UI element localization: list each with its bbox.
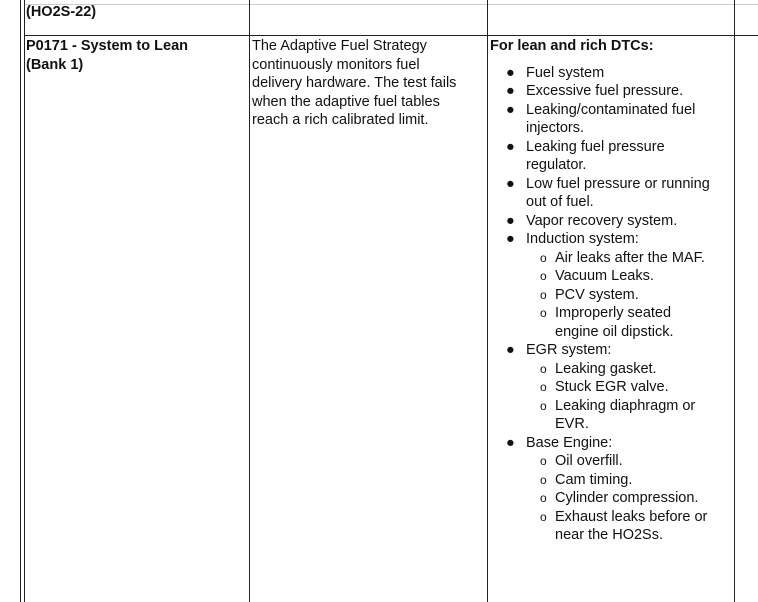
list-item-text: Leaking/contaminated fuel [526,101,696,118]
description-line: when the adaptive fuel tables [252,93,440,110]
table-outer-border [20,0,21,602]
cause-sub-item [490,508,734,545]
causes-list [490,64,734,545]
bullet-icon: ● [506,212,515,229]
cause-sub-item [490,267,734,286]
dtc-bank: (Bank 1) [26,56,84,73]
cause-sub-item [490,489,734,508]
description-line: The Adaptive Fuel Strategy [252,38,427,54]
cause-item [490,230,734,249]
list-item-text: engine oil dipstick. [555,323,674,340]
list-item-text: PCV system. [555,286,639,303]
bullet-icon: ● [506,231,515,247]
cause-sub-item [490,471,734,490]
list-item-text: Cylinder compression. [555,490,699,506]
description-line: reach a rich calibrated limit. [252,112,429,128]
cause-sub-item [490,286,734,305]
dtc-code: P0171 - System to Lean [26,38,188,54]
sub-bullet-icon: o [540,250,547,265]
bullet-icon: ● [506,64,515,81]
description-cell [252,37,456,130]
sub-bullet-icon: o [540,472,547,487]
sub-bullet-icon: o [540,287,547,302]
cause-sub-item [490,360,734,379]
bullet-icon: ● [506,434,515,451]
sub-bullet-icon: o [540,509,547,524]
list-item-text: Stuck EGR valve. [555,379,669,395]
list-item-text: out of fuel. [526,194,594,210]
bullet-icon: ● [506,138,515,155]
list-item-text: near the HO2Ss. [555,527,663,543]
list-item-text: Improperly seated [555,305,672,321]
bullet-icon: ● [506,175,515,192]
sub-bullet-icon: o [540,398,547,413]
prev-row-cell: (HO2S-22) [26,4,97,20]
sub-bullet-icon: o [540,454,547,468]
description-line: continuously monitors fuel [252,56,420,73]
cause-item [490,341,734,360]
column-divider [487,0,488,602]
list-item-text: Leaking gasket. [555,360,657,377]
description-line: delivery hardware. The test fails [252,75,457,91]
causes-cell [490,37,734,545]
list-item-text: Leaking fuel pressure [526,138,665,155]
list-item-text: EVR. [555,416,589,432]
bullet-icon: ● [506,83,515,99]
sub-bullet-icon: o [540,491,547,505]
dtc-code-cell [26,37,188,74]
list-item-text: Cam timing. [555,471,633,488]
list-item-text: Leaking diaphragm or [555,397,696,414]
cause-sub-item [490,378,734,397]
list-item-text: injectors. [526,120,585,136]
cause-item [490,64,734,83]
list-item-text: Low fuel pressure or running [526,175,710,192]
list-item-text: EGR system: [526,342,612,358]
cause-sub-item [490,249,734,268]
sub-bullet-icon: o [540,269,547,283]
list-item-text: Oil overfill. [555,453,623,469]
list-item-text: Excessive fuel pressure. [526,83,684,99]
list-item-text: Vacuum Leaks. [555,268,654,284]
list-item-text: Exhaust leaks before or [555,508,708,525]
list-item-text: Induction system: [526,231,639,247]
column-divider [249,0,250,602]
row-divider [24,35,758,36]
cause-sub-item [490,304,734,341]
sub-bullet-icon: o [540,306,547,320]
bullet-icon: ● [506,342,515,358]
sub-bullet-icon: o [540,380,547,394]
top-border [24,4,758,5]
cause-item [490,175,734,212]
cause-sub-item [490,452,734,471]
list-item-text: Fuel system [526,64,605,81]
list-item-text: regulator. [526,157,587,173]
cause-item [490,212,734,231]
list-item-text: Vapor recovery system. [526,212,678,229]
table-left-border [24,0,25,602]
bullet-icon: ● [506,101,515,118]
cause-item [490,82,734,101]
cause-sub-item [490,397,734,434]
causes-heading: For lean and rich DTCs: [490,38,654,54]
table-right-border [734,0,735,602]
list-item-text: Air leaks after the MAF. [555,249,705,266]
cause-item [490,434,734,453]
sub-bullet-icon: o [540,361,547,376]
cause-item [490,101,734,138]
cause-item [490,138,734,175]
list-item-text: Base Engine: [526,434,613,451]
